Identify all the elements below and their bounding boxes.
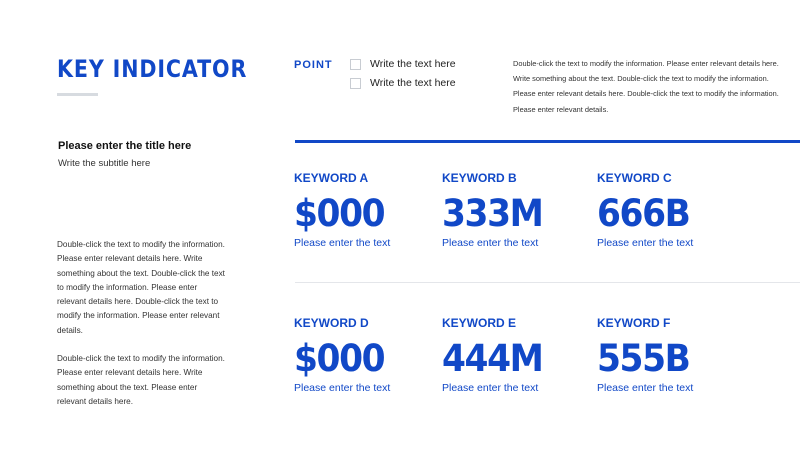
kpi-note: Please enter the text xyxy=(442,237,539,249)
kpi-note: Please enter the text xyxy=(442,382,539,394)
point-label: POINT xyxy=(294,59,333,71)
kpi-label: KEYWORD E xyxy=(442,316,517,330)
point-description: Double-click the text to modify the information. Please enter relevant details here. Write something about the text. Double-click the text to modify the information. Please enter relevant details here. Double-click the text to modify the information. Please enter relevant details. xyxy=(513,59,779,114)
kpi-label: KEYWORD B xyxy=(442,171,517,185)
checkbox-icon[interactable] xyxy=(350,59,361,70)
kpi-card-a xyxy=(294,171,444,249)
kpi-value: 555B xyxy=(597,337,690,380)
kpi-label: KEYWORD F xyxy=(597,316,671,330)
divider-rows xyxy=(295,282,800,283)
body-paragraph-2: Double-click the text to modify the information. Please enter relevant details here. Write something about the text. Please enter relevant details here. xyxy=(57,354,225,406)
kpi-value: $000 xyxy=(294,192,385,235)
kpi-card-e xyxy=(442,316,592,394)
body-paragraph-1: Double-click the text to modify the information. Please enter relevant details here. Write something about the text. Double-click the text to modify the information. Please enter relevant details here. Double-click the text to modify the information. Please enter relevant details. xyxy=(57,240,225,335)
kpi-value: 666B xyxy=(597,192,690,235)
kpi-value: 444M xyxy=(442,337,543,380)
kpi-label: KEYWORD D xyxy=(294,316,369,330)
kpi-card-b xyxy=(442,171,592,249)
point-item-2[interactable] xyxy=(350,77,456,89)
kpi-card-d xyxy=(294,316,444,394)
kpi-label: KEYWORD A xyxy=(294,171,369,185)
kpi-note: Please enter the text xyxy=(294,382,391,394)
kpi-value: $000 xyxy=(294,337,385,380)
kpi-value: 333M xyxy=(442,192,543,235)
section-subtitle: Write the subtitle here xyxy=(58,158,151,169)
kpi-card-f xyxy=(597,316,747,394)
kpi-note: Please enter the text xyxy=(597,382,694,394)
point-item-1[interactable] xyxy=(350,58,456,70)
checkbox-icon[interactable] xyxy=(350,78,361,89)
point-item-label: Write the text here xyxy=(370,58,456,70)
divider-accent xyxy=(295,140,800,143)
kpi-label: KEYWORD C xyxy=(597,171,672,185)
title-underline xyxy=(57,93,98,96)
point-item-label: Write the text here xyxy=(370,77,456,89)
kpi-note: Please enter the text xyxy=(597,237,694,249)
section-title: Please enter the title here xyxy=(58,140,192,152)
kpi-note: Please enter the text xyxy=(294,237,391,249)
page-title: KEY INDICATOR xyxy=(57,55,248,83)
kpi-card-c xyxy=(597,171,747,249)
